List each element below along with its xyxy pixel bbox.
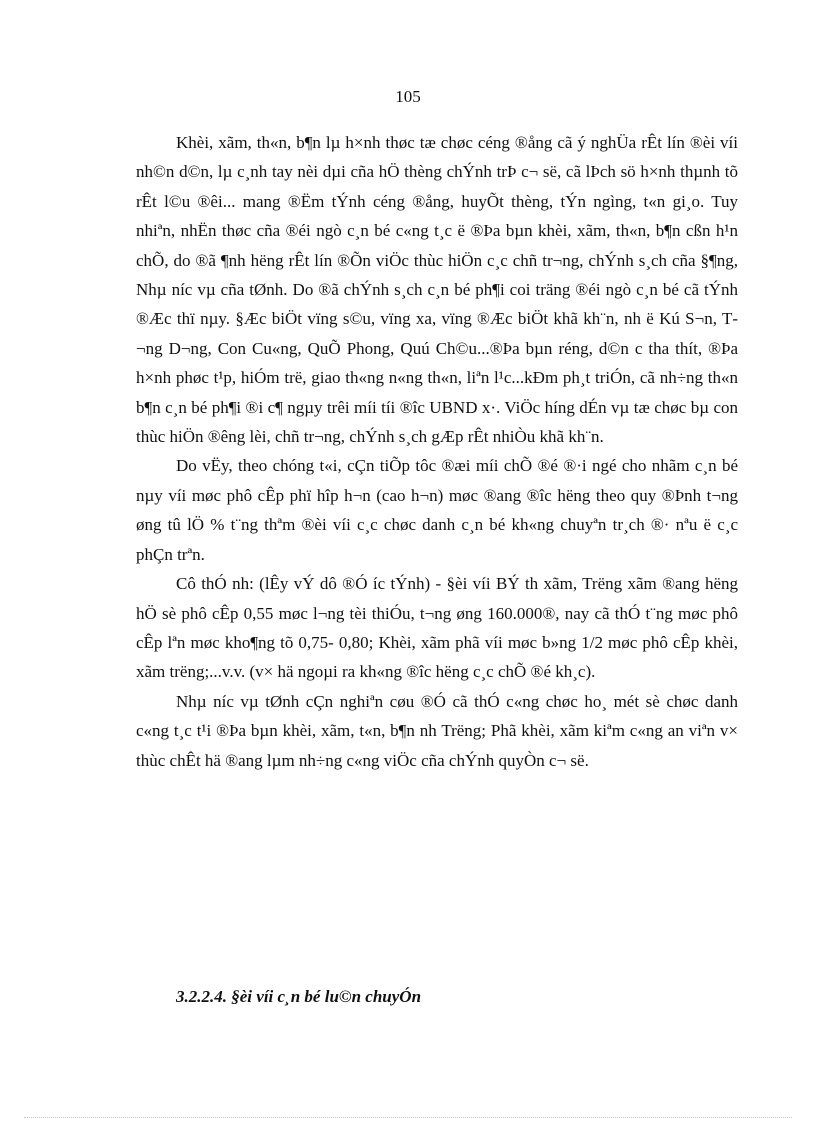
section-heading: 3.2.2.4. §èi víi c¸n bé lu©n chuyÓn xyxy=(176,987,422,1006)
paragraph-2: Do vËy, theo chóng t«i, cÇn tiÕp tôc ®æi míi chÕ ®é ®·i ngé cho nhãm c¸n bé nµy víi møc phô cÊp phï hîp h¬n (cao h¬n) møc ®ang ®îc hëng theo quy ®Þnh t¬ng øng tû lÖ % t¨ng thªm ®èi víi c¸c chøc danh c¸n bé kh«ng chuyªn tr¸ch ®· nªu ë c¸c phÇn trªn. xyxy=(136,456,738,564)
bottom-rule xyxy=(24,1117,792,1118)
body-text xyxy=(136,128,738,775)
page-number: 105 xyxy=(395,87,421,106)
paragraph-4: Nhµ níc vµ tØnh cÇn nghiªn cøu ®Ó cã thÓ c«ng chøc ho¸ mét sè chøc danh c«ng t¸c t¹i ®Þa bµn khèi, xãm, t«n, b¶n nh Trëng; Phã khèi, xãm kiªm c«ng an viªn v× thùc chÊt hä ®ang lµm nh÷ng c«ng viÖc cña chÝnh quyÒn c¬ së. xyxy=(136,691,738,770)
paragraph-1: Khèi, xãm, th«n, b¶n lµ h×nh thøc tæ chøc céng ®ång cã ý nghÜa rÊt lín ®èi víi nh©n d©n, lµ c¸nh tay nèi dµi cña hÖ thèng chÝnh trÞ c¬ së, cã lÞch sö h×nh thµnh tõ rÊt l©u ®êi... mang ®Ëm tÝnh céng ®ång, huyÕt thèng, tÝn ngìng, t«n gi¸o. Tuy nhiªn, nhËn thøc cña ®éi ngò c¸n bé c«ng t¸c ë ®Þa bµn khèi, xãm, th«n, b¶n cßn h¹n chÕ, do ®ã ¶nh hëng rÊt lín ®Õn viÖc thùc hiÖn c¸c chñ tr¬ng, chÝnh s¸ch cña §¶ng, Nhµ níc vµ cña tØnh. Do ®ã chÝnh s¸ch c¸n bé ph¶i coi träng ®éi ngò c¸n bé cã tÝnh ®Æc thï nµy. §Æc biÖt vïng s©u, vïng xa, vïng ®Æc biÖt khã kh¨n, nh ë Kú S¬n, T¬ng D¬ng, Con Cu«ng, QuÕ Phong, Quú Ch©u...®Þa bµn réng, d©n c tha thít, ®Þa h×nh phøc t¹p, hiÓm trë, giao th«ng n«ng th«n, liªn l¹c...kÐm ph¸t triÓn, cã nh÷ng th«n b¶n c¸n bé ph¶i ®i c¶ ngµy trêi míi tíi ®îc UBND x·. ViÖc híng dÉn vµ tæ chøc bµ con thùc hiÖn ®êng lèi, chñ tr¬ng, chÝnh s¸ch gÆp rÊt nhiÒu khã kh¨n. xyxy=(136,133,738,447)
paragraph-3: Cô thÓ nh: (lÊy vÝ dô ®Ó íc tÝnh) - §èi víi BÝ th xãm, Trëng xãm ®ang hëng hÖ sè phô cÊp 0,55 møc l¬ng tèi thiÓu, t¬ng øng 160.000®, nay cã thÓ t¨ng møc phô cÊp lªn møc kho¶ng tõ 0,75- 0,80; Khèi, xãm phã víi møc b»ng 1/2 møc phô cÊp khèi, xãm trëng;...v.v. (v× hä ngoµi ra kh«ng ®îc hëng c¸c chÕ ®é kh¸c). xyxy=(136,574,738,682)
